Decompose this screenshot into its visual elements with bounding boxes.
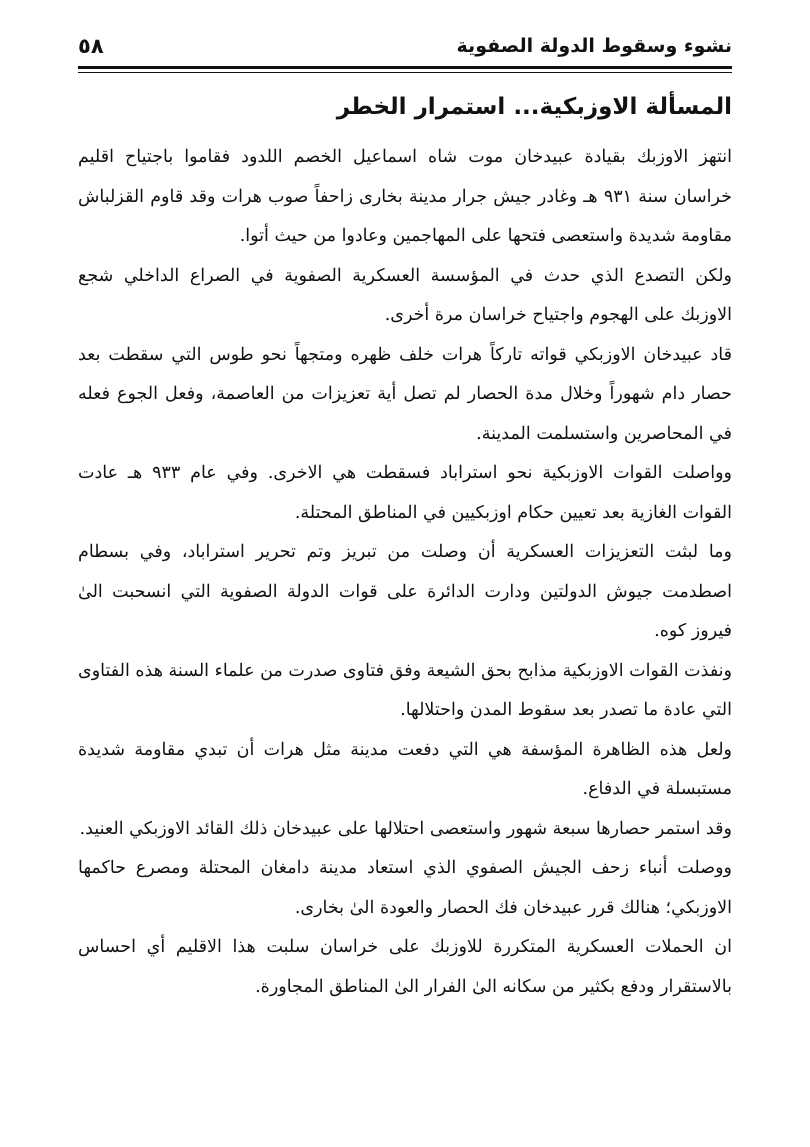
paragraph: وقد استمر حصارها سبعة شهور واستعصى احتلالها على عبيدخان ذلك القائد الاوزبكي العنيد. xyxy=(79,818,732,839)
paragraph: ولكن التصدع الذي حدث في المؤسسة العسكرية الصفوية في الصراع الداخلي شجع الاوزبك على الهجوم واجتياح خراسان مرة أخرى. xyxy=(78,265,732,325)
header-rule xyxy=(78,66,732,73)
paragraph: وواصلت القوات الاوزبكية نحو استراباد فسقطت هي الاخرى. وفي عام ٩٣٣ هـ عادت القوات الغازية بعد تعيين حكام اوزبكيين في المناطق المحتلة. xyxy=(78,463,732,523)
paragraph: ووصلت أنباء زحف الجيش الصفوي الذي استعاد مدينة دامغان المحتلة ومصرع حاكمها الاوزبكي؛ هنالك قرر عبيدخان فك الحصار والعودة الىٰ بخارى. xyxy=(78,858,732,918)
paragraph: انتهز الاوزبك بقيادة عبيدخان موت شاه اسماعيل الخصم اللدود فقاموا باجتياح اقليم خراسان سنة ٩٣١ هـ وغادر جيش جرار مدينة بخارى زاحفاً صوب هرات وقد قاوم القزلباش مقاومة شديدة واستعصى فتحها على المهاجمين وعادوا من حيث أتوا. xyxy=(78,147,732,246)
paragraph: ونفذت القوات الاوزبكية مذابح بحق الشيعة وفق فتاوى صدرت من علماء السنة هذه الفتاوى التي عادة ما تصدر بعد سقوط المدن واحتلالها. xyxy=(78,660,732,720)
page-content xyxy=(78,90,732,1007)
running-title: نشوء وسقوط الدولة الصفوية xyxy=(456,35,732,57)
page-number: ٥٨ xyxy=(78,34,104,58)
paragraph: قاد عبيدخان الاوزبكي قواته تاركاً هرات خلف ظهره ومتجهاً نحو طوس التي سقطت بعد حصار دام شهوراً وخلال مدة الحصار لم تصل أية تعزيزات من العاصمة، وفعل الجوع فعله في المحاصرين واستسلمت المدينة. xyxy=(78,344,732,444)
running-header xyxy=(78,28,732,64)
section-title: المسألة الاوزبكية... استمرار الخطر xyxy=(336,94,732,120)
paragraph: ان الحملات العسكرية المتكررة للاوزبك على خراسان سلبت هذا الاقليم أي احساس بالاستقرار ودفع بكثير من سكانه الىٰ الفرار الىٰ المناطق المجاورة. xyxy=(78,937,732,997)
paragraph: وما لبثت التعزيزات العسكرية أن وصلت من تبريز وتم تحرير استراباد، وفي بسطام اصطدمت جيوش الدولتين ودارت الدائرة على قوات الدولة الصفوية التي انسحبت الىٰ فيروز كوه. xyxy=(78,542,732,641)
paragraph: ولعل هذه الظاهرة المؤسفة هي التي دفعت مدينة مثل هرات أن تبدي مقاومة شديدة مستبسلة في الدفاع. xyxy=(78,739,732,799)
